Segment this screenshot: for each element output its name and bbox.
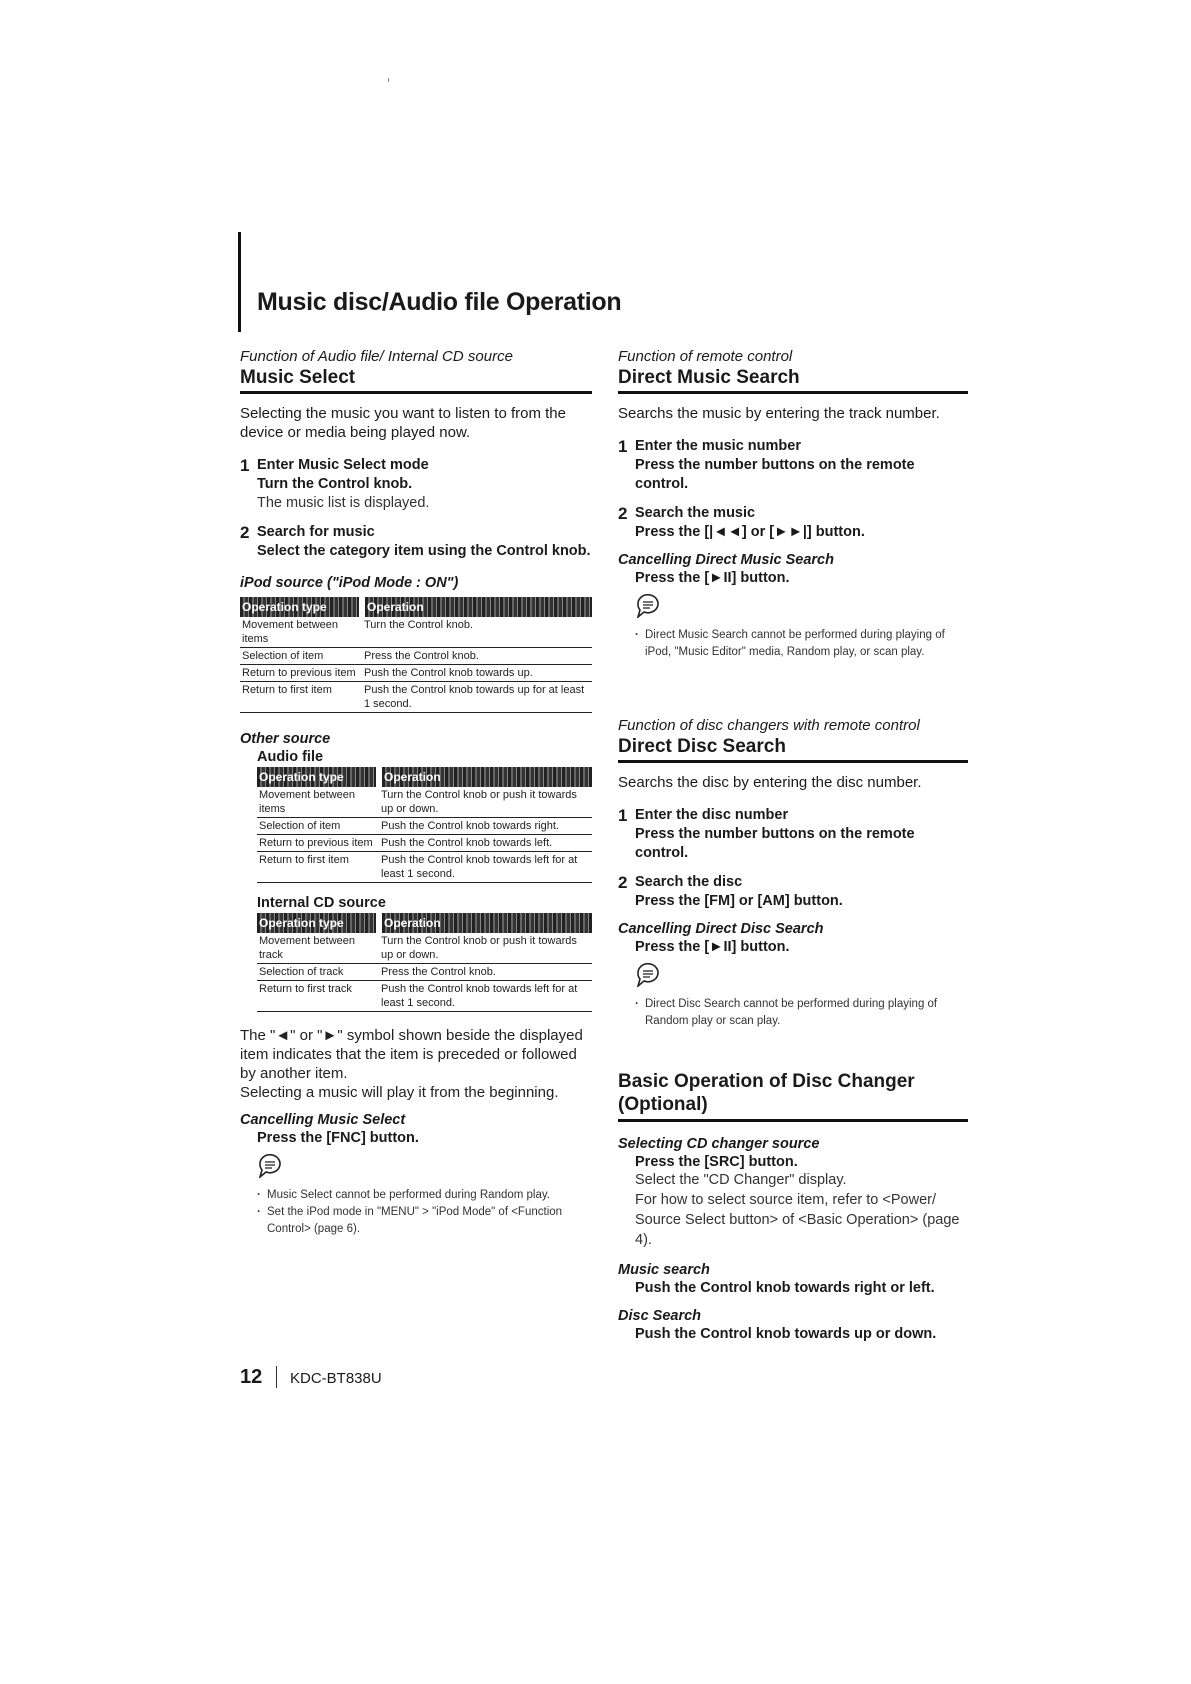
title-bar	[238, 232, 241, 332]
step-action: Press the number buttons on the remote control.	[635, 826, 915, 861]
step-action: Press the [|◄◄] or [►►|] button.	[635, 524, 865, 540]
function-label: Function of Audio file/ Internal CD source	[240, 348, 513, 365]
cancel-action: Press the [►II] button.	[635, 939, 790, 955]
table-cell: Push the Control knob towards up.	[362, 665, 592, 682]
audio-table-wrap	[240, 767, 592, 883]
table-header: Operation type	[257, 767, 379, 787]
select-changer-heading: Selecting CD changer source	[618, 1136, 820, 1152]
cancel-action: Press the [FNC] button.	[257, 1130, 419, 1146]
table-cell: Return to previous item	[257, 835, 379, 852]
table-cell: Turn the Control knob.	[362, 617, 592, 648]
table-row	[257, 981, 592, 1012]
section-heading-music-select: Music Select	[240, 367, 592, 394]
step-2	[618, 504, 968, 542]
step-number: 1	[240, 456, 250, 475]
section-description: Selecting the music you want to listen to from the device or media being played now.	[240, 405, 566, 441]
ipod-source-heading: iPod source ("iPod Mode : ON")	[240, 575, 459, 591]
model-name: KDC-BT838U	[290, 1370, 382, 1387]
table-cell: Return to first track	[257, 981, 379, 1012]
table-cell: Movement between track	[257, 933, 379, 964]
section-heading-direct-music-search: Direct Music Search	[618, 367, 968, 394]
select-changer-reference: For how to select source item, refer to <Power/ Source Select button> of <Basic Operation> (page 4).	[635, 1192, 960, 1248]
page-number: 12	[240, 1366, 263, 1388]
step-action: Press the [FM] or [AM] button.	[635, 893, 843, 909]
table-header: Operation	[379, 767, 592, 787]
table-cell: Push the Control knob towards up for at least 1 second.	[362, 682, 592, 713]
note-item: · Direct Disc Search cannot be performed during playing of Random play or scan play.	[635, 996, 968, 1030]
note-icon	[257, 1154, 283, 1178]
step-2	[240, 523, 592, 561]
step-2	[618, 873, 968, 911]
table-cell: Movement between items	[240, 617, 362, 648]
table-row	[257, 964, 592, 981]
table-row	[257, 787, 592, 818]
step-number: 1	[618, 806, 628, 825]
audio-operation-table	[257, 767, 592, 883]
notes-list	[635, 996, 968, 1030]
cd-operation-table	[257, 913, 592, 1012]
function-label: Function of disc changers with remote control	[618, 717, 920, 734]
table-cell: Turn the Control knob or push it towards up or down.	[379, 933, 592, 964]
table-header: Operation	[379, 913, 592, 933]
table-cell: Push the Control knob towards left for at least 1 second.	[379, 981, 592, 1012]
table-cell: Press the Control knob.	[379, 964, 592, 981]
step-number: 2	[618, 504, 628, 523]
step-title: Enter the disc number	[635, 807, 789, 823]
cancel-direct-music-search-heading: Cancelling Direct Music Search	[618, 552, 834, 568]
cancel-direct-disc-search-heading: Cancelling Direct Disc Search	[618, 921, 824, 937]
table-row	[240, 665, 592, 682]
select-changer-result: Select the "CD Changer" display.	[635, 1172, 847, 1188]
note-icon	[635, 963, 661, 987]
table-cell: Push the Control knob towards left for at least 1 second.	[379, 852, 592, 883]
step-1	[240, 456, 592, 513]
disc-search-heading: Disc Search	[618, 1308, 702, 1324]
table-cell: Return to first item	[257, 852, 379, 883]
internal-cd-heading: Internal CD source	[257, 895, 386, 911]
step-action: Turn the Control knob.	[257, 476, 413, 492]
music-search-heading: Music search	[618, 1262, 710, 1278]
notes-list	[635, 627, 968, 661]
table-cell: Return to previous item	[240, 665, 362, 682]
table-row	[257, 835, 592, 852]
step-1	[618, 437, 968, 494]
music-search-action: Push the Control knob towards right or left.	[635, 1280, 935, 1296]
step-1	[618, 806, 968, 863]
section-heading-disc-changer: Basic Operation of Disc Changer (Optional)	[618, 1070, 968, 1122]
step-result: The music list is displayed.	[257, 495, 430, 511]
other-source-heading: Other source	[240, 731, 331, 747]
table-cell: Push the Control knob towards left.	[379, 835, 592, 852]
step-title: Enter Music Select mode	[257, 457, 429, 473]
notes-list	[257, 1187, 592, 1238]
section-description: Searchs the music by entering the track number.	[618, 405, 940, 422]
table-cell: Turn the Control knob or push it towards up or down.	[379, 787, 592, 818]
table-cell: Movement between items	[257, 787, 379, 818]
step-number: 2	[618, 873, 628, 892]
cancel-music-select-heading: Cancelling Music Select	[240, 1112, 406, 1128]
step-action: Press the number buttons on the remote control.	[635, 457, 915, 492]
table-row	[240, 648, 592, 665]
section-description: Searchs the disc by entering the disc number.	[618, 774, 922, 791]
table-header: Operation type	[257, 913, 379, 933]
note-item: · Set the iPod mode in "MENU" > "iPod Mode" of <Function Control> (page 6).	[257, 1204, 592, 1238]
step-number: 1	[618, 437, 628, 456]
cancel-action: Press the [►II] button.	[635, 570, 790, 586]
page-title: Music disc/Audio file Operation	[257, 288, 622, 316]
table-cell: Press the Control knob.	[362, 648, 592, 665]
right-column	[618, 348, 968, 1342]
cd-table-wrap	[240, 913, 592, 1012]
table-cell: Push the Control knob towards right.	[379, 818, 592, 835]
select-changer-action: Press the [SRC] button.	[635, 1154, 798, 1170]
table-cell: Selection of item	[240, 648, 362, 665]
step-title: Search the music	[635, 505, 756, 521]
table-row	[257, 933, 592, 964]
ipod-operation-table	[240, 597, 592, 713]
step-number: 2	[240, 523, 250, 542]
symbol-paragraph: The "◄" or "►" symbol shown beside the displayed item indicates that the item is preceded or followed by another item.	[240, 1027, 583, 1082]
step-action: Select the category item using the Control knob.	[257, 543, 591, 559]
audio-file-heading: Audio file	[257, 749, 324, 765]
table-cell: Selection of track	[257, 964, 379, 981]
table-header: Operation	[362, 597, 592, 617]
section-heading-direct-disc-search: Direct Disc Search	[618, 736, 968, 763]
table-row	[240, 617, 592, 648]
step-title: Search the disc	[635, 874, 743, 890]
left-column	[240, 348, 592, 1238]
note-icon	[635, 594, 661, 618]
table-cell: Selection of item	[257, 818, 379, 835]
note-item: · Direct Music Search cannot be performed during playing of iPod, "Music Editor" media, Random play, or scan play.	[635, 627, 968, 661]
table-header: Operation type	[240, 597, 362, 617]
ipod-table-wrap	[240, 597, 592, 713]
step-title: Enter the music number	[635, 438, 801, 454]
beginning-paragraph: Selecting a music will play it from the beginning.	[240, 1084, 559, 1101]
scan-mark	[388, 78, 389, 82]
note-item: · Music Select cannot be performed during Random play.	[257, 1187, 592, 1204]
table-row	[257, 852, 592, 883]
function-label: Function of remote control	[618, 348, 793, 365]
table-cell: Return to first item	[240, 682, 362, 713]
table-row	[257, 818, 592, 835]
step-title: Search for music	[257, 524, 375, 540]
disc-search-action: Push the Control knob towards up or down.	[635, 1326, 937, 1342]
footer-divider	[276, 1366, 277, 1388]
table-row	[240, 682, 592, 713]
